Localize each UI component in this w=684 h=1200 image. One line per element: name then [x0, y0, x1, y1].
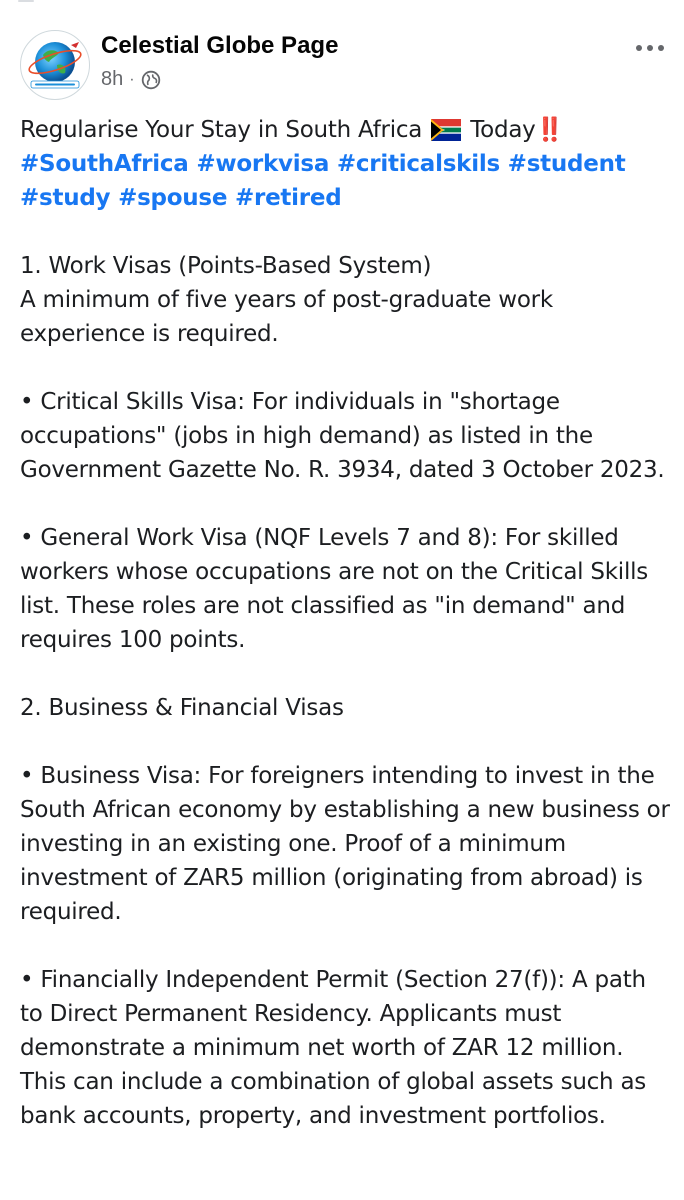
page-avatar[interactable] [20, 30, 90, 100]
meta-separator: · [129, 70, 135, 88]
section-heading: 1. Work Visas (Points-Based System) [20, 253, 432, 279]
hashtag-spouse[interactable]: #spouse [118, 185, 228, 211]
hashtag-south-africa[interactable]: #SouthAfrica [20, 151, 189, 177]
section-text: A minimum of five years of post-graduate work experience is required. [20, 287, 553, 347]
bullet-financially-independent: • Financially Independent Permit (Section 27(f)): A path to Direct Permanent Residency. Applicants must demonstrate a minimum net worth of ZAR 12 million. This can include a combination of global assets such as bank accounts, property, and investment portfolios. [20, 967, 647, 1129]
hashtag-study[interactable]: #study [20, 185, 111, 211]
celestial-globe-logo-icon [21, 31, 89, 99]
post-time[interactable]: 8h [101, 68, 124, 90]
post-meta [101, 68, 161, 91]
bullet-general-work: • General Work Visa (NQF Levels 7 and 8): For skilled workers whose occupations are not on the Critical Skills list. These roles are not classified as "in demand" and requires 100 points. [20, 525, 648, 653]
hashtag-workvisa[interactable]: #workvisa [196, 151, 330, 177]
double-exclamation-icon: ‼️ [535, 117, 561, 143]
hashtag-criticalskils[interactable]: #criticalskils [336, 151, 500, 177]
bullet-business-visa: • Business Visa: For foreigners intending to invest in the South African economy by establishing a new business or investing in an existing one. Proof of a minimum investment of ZAR5 million (originating from abroad) is required. [20, 763, 670, 925]
post-intro [20, 113, 670, 147]
top-divider [18, 0, 34, 2]
bullet-critical-skills: • Critical Skills Visa: For individuals in "shortage occupations" (jobs in high demand) as listed in the Government Gazette No. R. 3934, dated 3 October 2023. [20, 389, 665, 483]
hashtag-retired[interactable]: #retired [234, 185, 342, 211]
globe-icon[interactable] [141, 70, 161, 90]
post-body [20, 113, 670, 1133]
more-dot [658, 45, 664, 51]
hashtag-student[interactable]: #student [507, 151, 626, 177]
intro-text-today: Today [470, 117, 536, 143]
south-africa-flag-icon [431, 119, 461, 141]
page-name[interactable]: Celestial Globe Page [101, 32, 339, 59]
more-dot [636, 45, 642, 51]
hashtag-list [20, 147, 670, 215]
intro-text: Regularise Your Stay in South Africa [20, 117, 423, 143]
section-heading: 2. Business & Financial Visas [20, 695, 344, 721]
more-options-button[interactable] [628, 36, 672, 60]
more-dot [647, 45, 653, 51]
